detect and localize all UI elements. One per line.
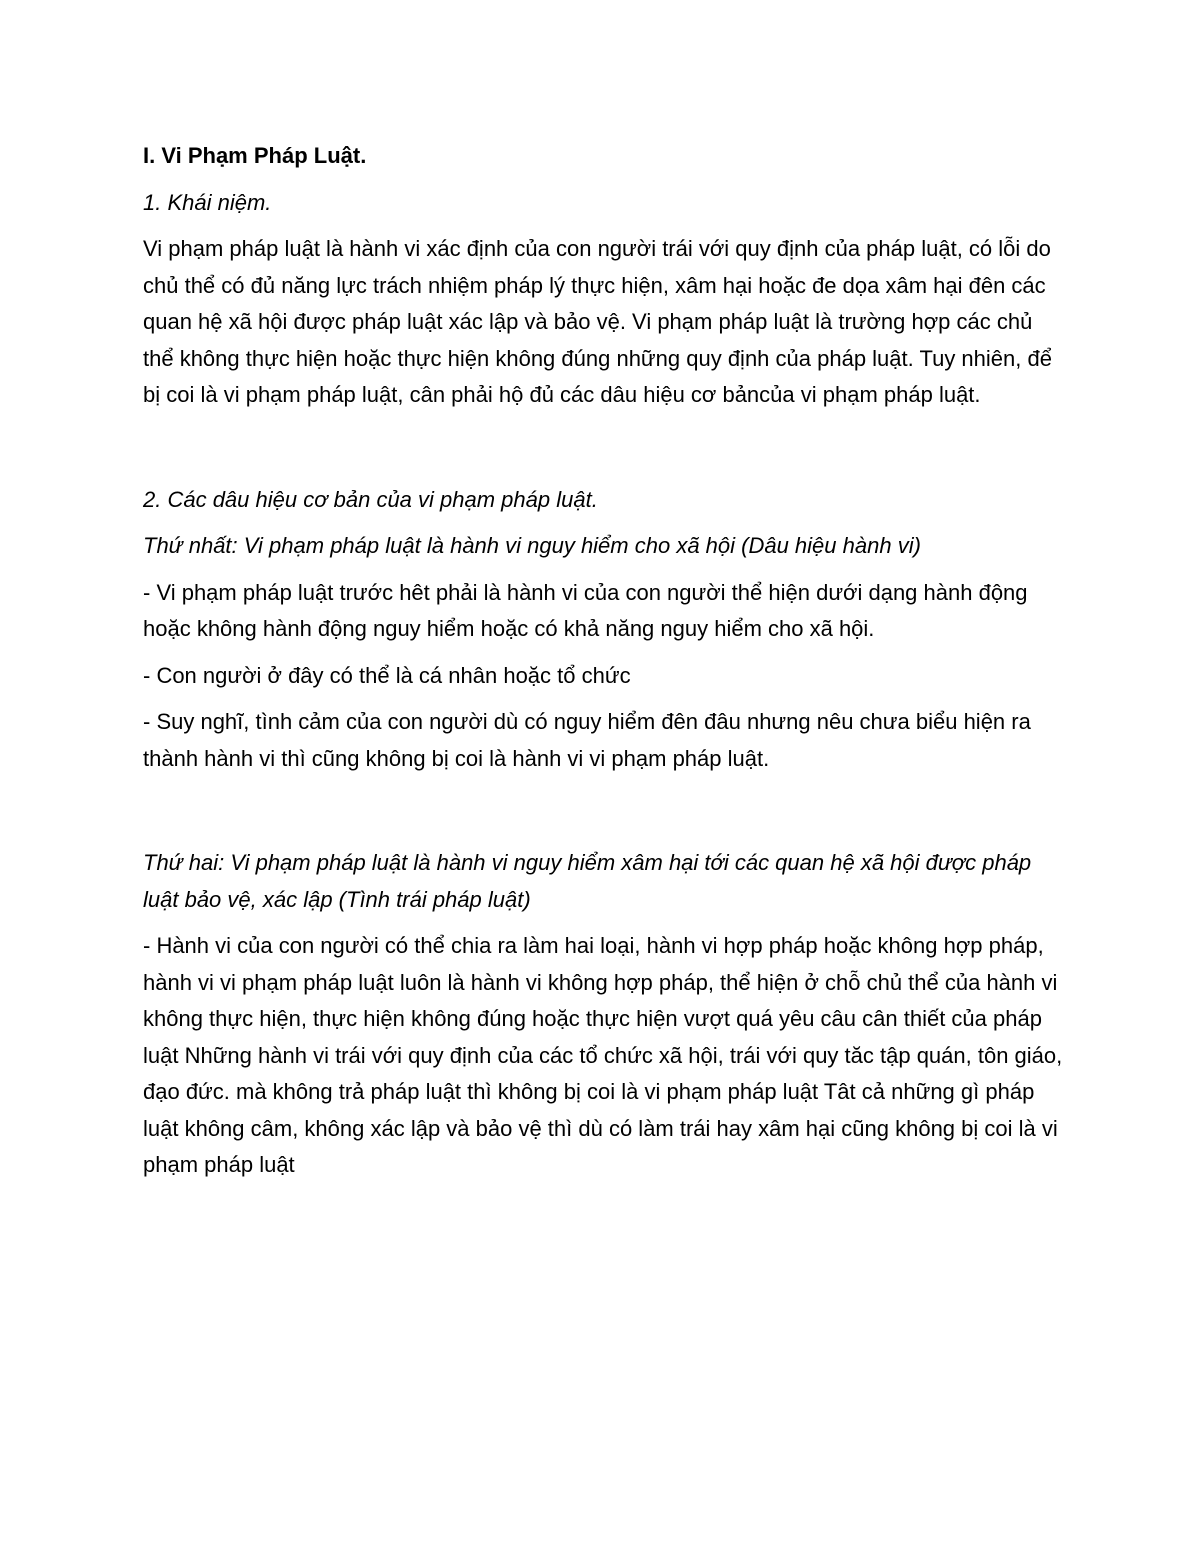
document-content [143, 138, 1063, 1194]
document-heading: I. Vi Phạm Pháp Luật. [143, 143, 367, 168]
section-2-title: 2. Các dâu hiệu cơ bản của vi phạm pháp luật. [143, 486, 598, 512]
first-sign-title: Thứ nhất: Vi phạm pháp luật là hành vi nguy hiểm cho xã hội (Dâu hiệu hành vi) [143, 533, 921, 558]
second-sign-title: Thứ hai: Vi phạm pháp luật là hành vi nguy hiểm xâm hại tới các quan hệ xã hội được pháp luật bảo vệ, xác lập (Tình trái pháp luật) [143, 850, 1032, 912]
first-sign-point: - Suy nghĩ, tình cảm của con người dù có nguy hiểm đên đâu nhưng nêu chưa biểu hiện ra thành hành vi thì cũng không bị coi là hành vi vi phạm pháp luật. [143, 709, 1031, 771]
first-sign-point: - Vi phạm pháp luật trước hêt phải là hành vi của con người thể hiện dưới dạng hành động hoặc không hành động nguy hiểm hoặc có khả năng nguy hiểm cho xã hội. [143, 579, 1028, 641]
spacer [143, 787, 1063, 845]
second-sign-point: - Hành vi của con người có thể chia ra làm hai loại, hành vi hợp pháp hoặc không hợp pháp, hành vi vi phạm pháp luật luôn là hành vi không hợp pháp, thể hiện ở chỗ chủ thể của hành vi không thực hiện, thực hiện không đúng hoặc thực hiện vượt quá yêu câu cân thiết của pháp luật Những hành vi trái với quy định của các tổ chức xã hội, trái với quy tăc tập quán, tôn giáo, đạo đức. mà không trả pháp luật thì không bị coi là vi phạm pháp luật Tât cả những gì pháp luật không câm, không xác lập và bảo vệ thì dù có làm trái hay xâm hại cũng không bị coi là vi phạm pháp luật [143, 933, 1063, 1177]
first-sign-point: - Con người ở đây có thể là cá nhân hoặc tổ chức [143, 662, 631, 688]
section-1-title: 1. Khái niệm. [143, 189, 272, 215]
section-1-body: Vi phạm pháp luật là hành vi xác định của con người trái với quy định của pháp luật, có lỗi do chủ thể có đủ năng lực trách nhiệm pháp lý thực hiện, xâm hại hoặc đe dọa xâm hại đên các quan hệ xã hội được pháp luật xác lập và bảo vệ. Vi phạm pháp luật là trường hợp các chủ thể không thực hiện hoặc thực hiện không đúng những quy định của pháp luật. Tuy nhiên, để bị coi là vi phạm pháp luật, cân phải hộ đủ các dâu hiệu cơ bảncủa vi phạm pháp luật. [143, 236, 1052, 407]
spacer [143, 424, 1063, 482]
